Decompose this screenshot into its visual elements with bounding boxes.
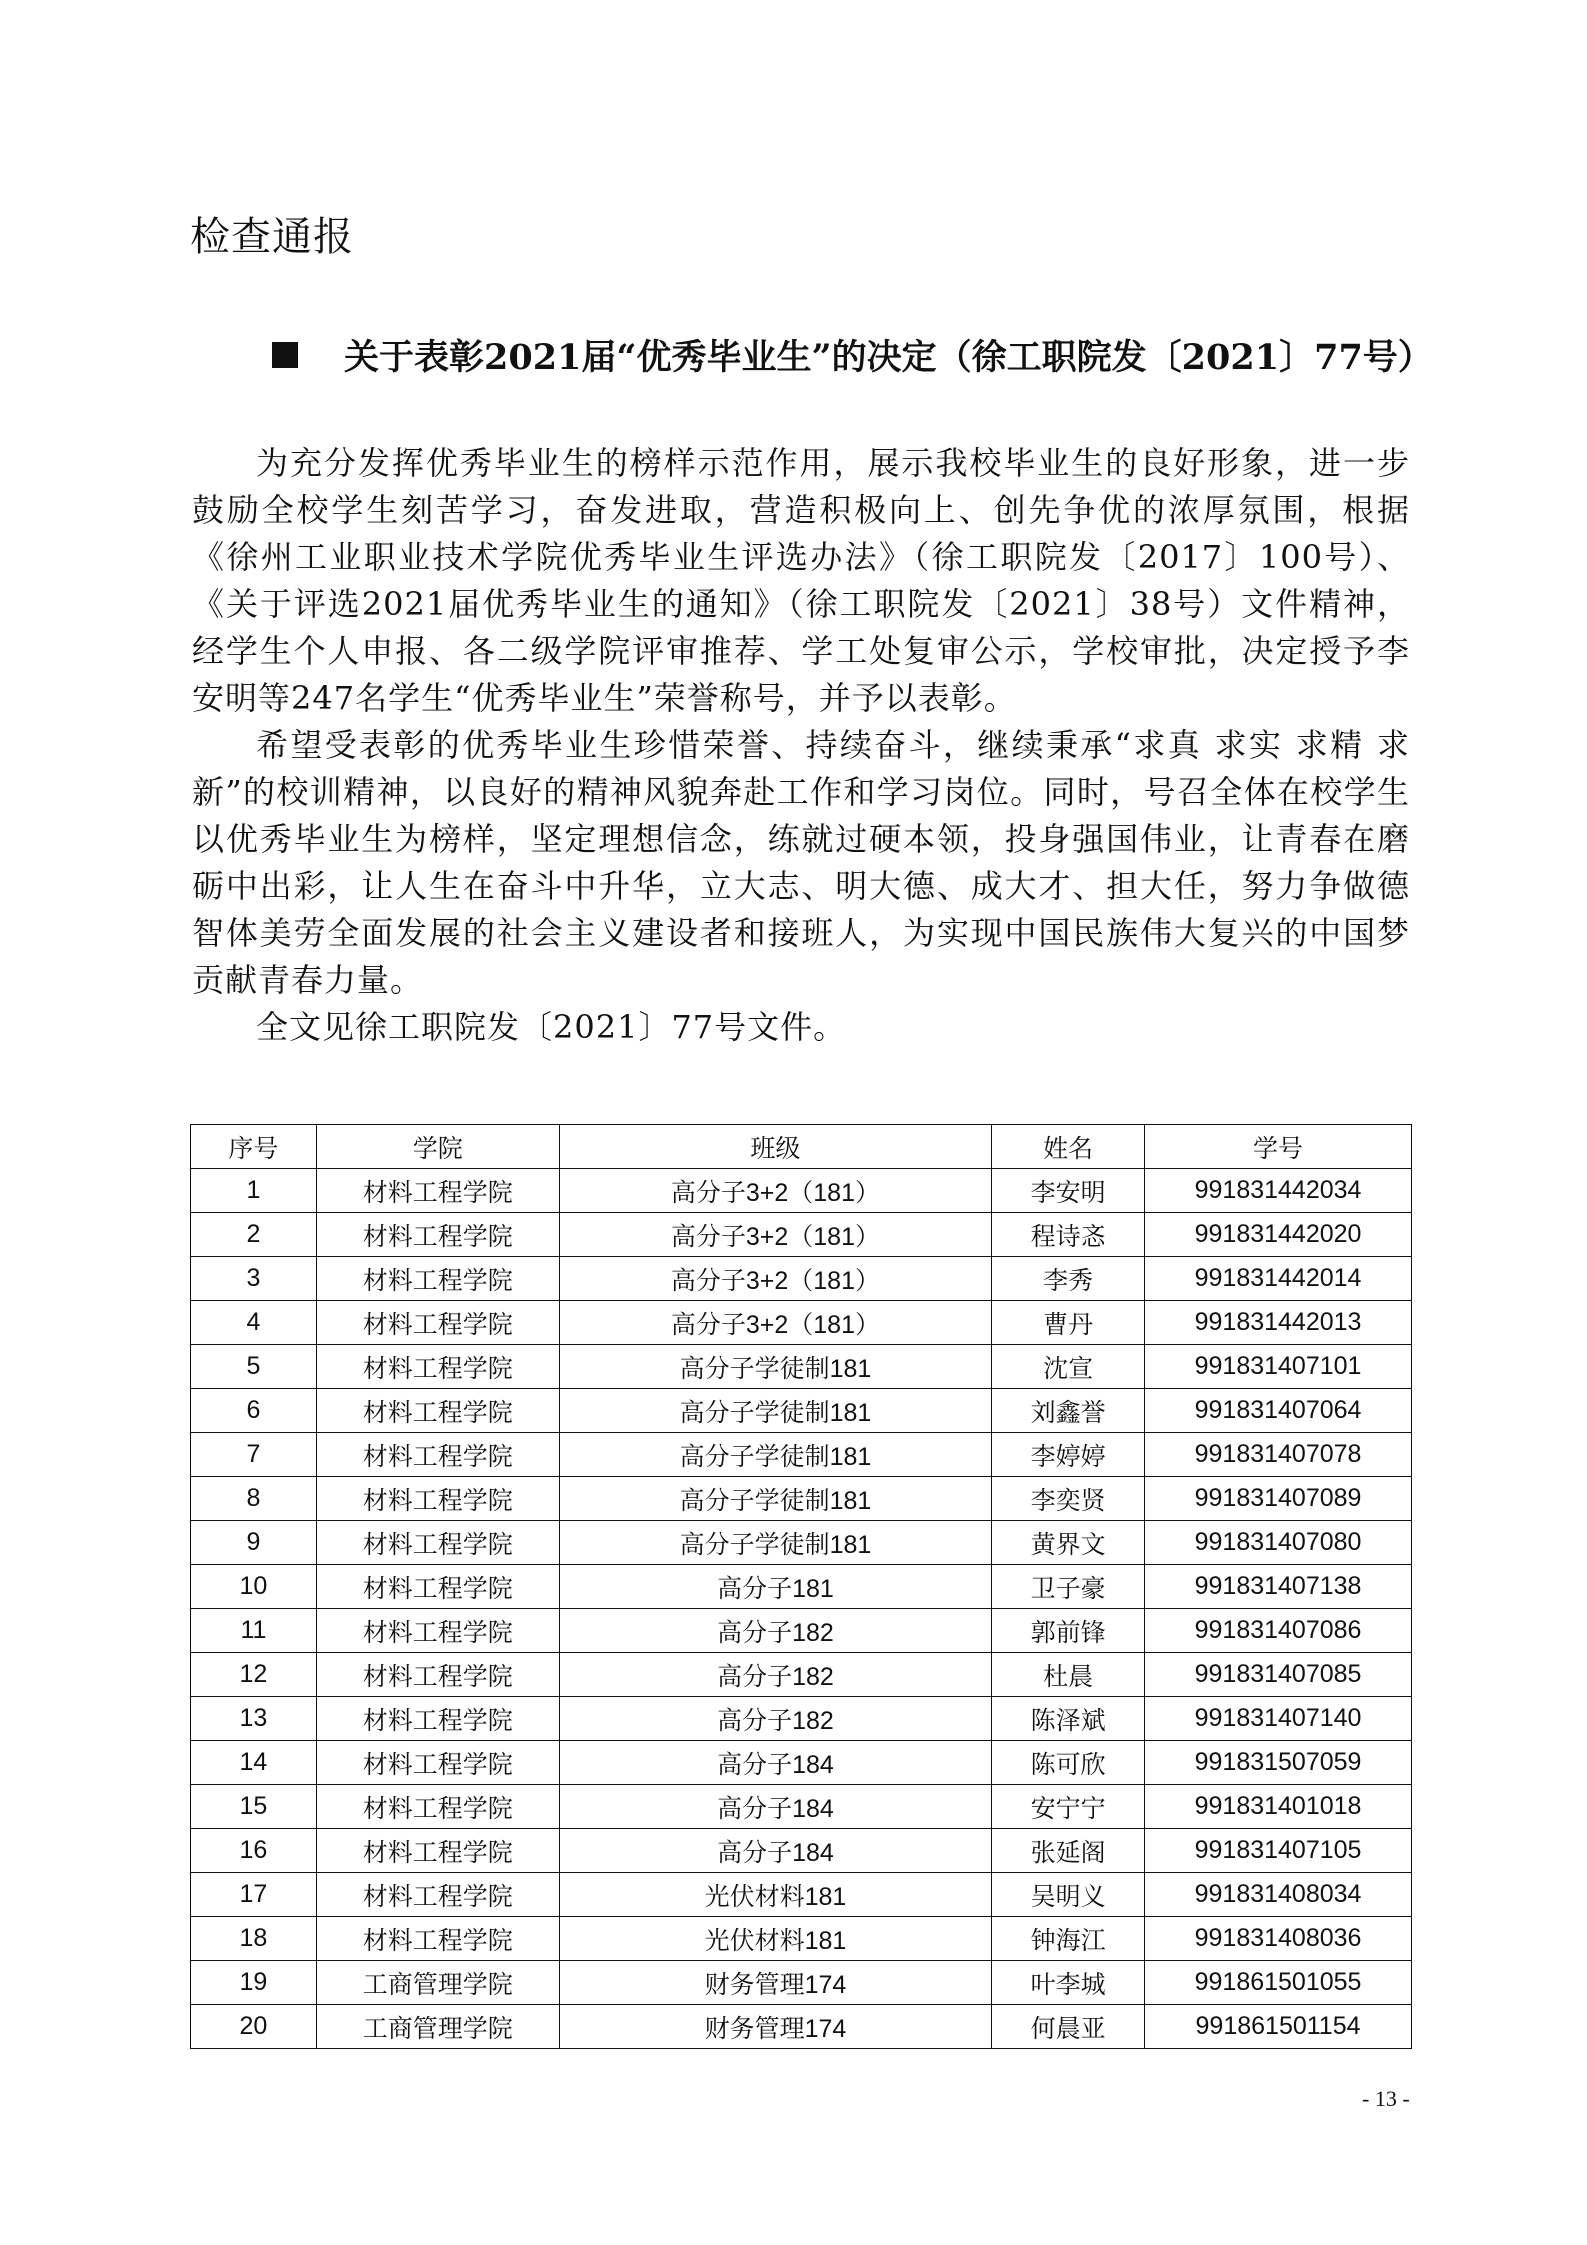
cell-class: 高分子181 bbox=[559, 1565, 992, 1609]
paragraph-2: 希望受表彰的优秀毕业生珍惜荣誉、持续奋斗，继续秉承“求真 求实 求精 求新”的校训精神，以良好的精神风貌奔赴工作和学习岗位。同时，号召全体在校学生以优秀毕业生为榜样，坚定理想信念，练就过硬本领，投身强国伟业，让青春在磨砺中出彩，让人生在奋斗中升华，立大志、明大德、成大才、担大任，努力争做德智体美劳全面发展的社会主义建设者和接班人，为实现中国民族伟大复兴的中国梦贡献青春力量。 bbox=[192, 726, 1410, 999]
paragraph-1: 为充分发挥优秀毕业生的榜样示范作用，展示我校毕业生的良好形象，进一步鼓励全校学生刻苦学习，奋发进取，营造积极向上、创先争优的浓厚氛围，根据《徐州工业职业技术学院优秀毕业生评选办法》（徐工职院发〔2017〕100号）、《关于评选2021届优秀毕业生的通知》（徐工职院发〔2021〕38号）文件精神，经学生个人申报、各二级学院评审推荐、学工处复审公示，学校审批，决定授予李安明等247名学生“优秀毕业生”荣誉称号，并予以表彰。 bbox=[192, 444, 1410, 717]
square-bullet-icon bbox=[272, 342, 298, 368]
cell-index: 13 bbox=[191, 1697, 317, 1741]
cell-name: 沈宣 bbox=[992, 1345, 1145, 1389]
table-row bbox=[191, 1257, 1412, 1301]
cell-college: 材料工程学院 bbox=[316, 1477, 559, 1521]
cell-student-id: 991831442020 bbox=[1145, 1213, 1412, 1257]
table-row bbox=[191, 1213, 1412, 1257]
notice-body bbox=[192, 440, 1410, 1051]
cell-student-id: 991831407138 bbox=[1145, 1565, 1412, 1609]
cell-name: 杜晨 bbox=[992, 1653, 1145, 1697]
cell-student-id: 991831407085 bbox=[1145, 1653, 1412, 1697]
table-body bbox=[191, 1169, 1412, 2049]
cell-student-id: 991831442014 bbox=[1145, 1257, 1412, 1301]
table-row bbox=[191, 1389, 1412, 1433]
cell-student-id: 991831408036 bbox=[1145, 1917, 1412, 1961]
cell-college: 材料工程学院 bbox=[316, 1213, 559, 1257]
cell-college: 材料工程学院 bbox=[316, 1829, 559, 1873]
cell-student-id: 991831407105 bbox=[1145, 1829, 1412, 1873]
cell-name: 李秀 bbox=[992, 1257, 1145, 1301]
cell-class: 高分子184 bbox=[559, 1829, 992, 1873]
cell-name: 李婷婷 bbox=[992, 1433, 1145, 1477]
table-row bbox=[191, 1961, 1412, 2005]
cell-college: 材料工程学院 bbox=[316, 1345, 559, 1389]
cell-class: 高分子学徒制181 bbox=[559, 1433, 992, 1477]
table-row bbox=[191, 1873, 1412, 1917]
header-class: 班级 bbox=[559, 1125, 992, 1169]
cell-college: 材料工程学院 bbox=[316, 1653, 559, 1697]
cell-name: 陈可欣 bbox=[992, 1741, 1145, 1785]
cell-name: 李安明 bbox=[992, 1169, 1145, 1213]
cell-student-id: 991831407080 bbox=[1145, 1521, 1412, 1565]
cell-name: 黄界文 bbox=[992, 1521, 1145, 1565]
cell-index: 18 bbox=[191, 1917, 317, 1961]
cell-index: 2 bbox=[191, 1213, 317, 1257]
cell-index: 10 bbox=[191, 1565, 317, 1609]
header-student-id: 学号 bbox=[1145, 1125, 1412, 1169]
table-row bbox=[191, 1345, 1412, 1389]
header-index: 序号 bbox=[191, 1125, 317, 1169]
cell-class: 高分子182 bbox=[559, 1609, 992, 1653]
cell-name: 李奕贤 bbox=[992, 1477, 1145, 1521]
cell-name: 刘鑫誉 bbox=[992, 1389, 1145, 1433]
cell-index: 1 bbox=[191, 1169, 317, 1213]
cell-class: 高分子182 bbox=[559, 1653, 992, 1697]
table-row bbox=[191, 1741, 1412, 1785]
table-row bbox=[191, 1697, 1412, 1741]
table-header-row bbox=[191, 1125, 1412, 1169]
cell-college: 材料工程学院 bbox=[316, 1609, 559, 1653]
table-row bbox=[191, 1565, 1412, 1609]
table-row bbox=[191, 2005, 1412, 2049]
cell-student-id: 991831442034 bbox=[1145, 1169, 1412, 1213]
cell-class: 财务管理174 bbox=[559, 1961, 992, 2005]
cell-index: 16 bbox=[191, 1829, 317, 1873]
cell-index: 6 bbox=[191, 1389, 317, 1433]
cell-college: 材料工程学院 bbox=[316, 1301, 559, 1345]
table-row bbox=[191, 1521, 1412, 1565]
cell-student-id: 991831507059 bbox=[1145, 1741, 1412, 1785]
cell-index: 4 bbox=[191, 1301, 317, 1345]
cell-class: 高分子学徒制181 bbox=[559, 1521, 992, 1565]
cell-class: 高分子学徒制181 bbox=[559, 1389, 992, 1433]
cell-college: 材料工程学院 bbox=[316, 1521, 559, 1565]
header-college: 学院 bbox=[316, 1125, 559, 1169]
cell-student-id: 991861501154 bbox=[1145, 2005, 1412, 2049]
header-name: 姓名 bbox=[992, 1125, 1145, 1169]
table-row bbox=[191, 1301, 1412, 1345]
cell-name: 程诗忞 bbox=[992, 1213, 1145, 1257]
cell-index: 5 bbox=[191, 1345, 317, 1389]
paragraph-3: 全文见徐工职院发〔2021〕77号文件。 bbox=[256, 1008, 847, 1046]
cell-student-id: 991831442013 bbox=[1145, 1301, 1412, 1345]
cell-college: 材料工程学院 bbox=[316, 1741, 559, 1785]
cell-class: 高分子3+2（181） bbox=[559, 1169, 992, 1213]
cell-index: 14 bbox=[191, 1741, 317, 1785]
table-row bbox=[191, 1917, 1412, 1961]
table-row bbox=[191, 1609, 1412, 1653]
cell-college: 材料工程学院 bbox=[316, 1257, 559, 1301]
table-row bbox=[191, 1477, 1412, 1521]
cell-index: 12 bbox=[191, 1653, 317, 1697]
cell-name: 张延阁 bbox=[992, 1829, 1145, 1873]
cell-college: 材料工程学院 bbox=[316, 1917, 559, 1961]
cell-name: 钟海江 bbox=[992, 1917, 1145, 1961]
cell-student-id: 991831407078 bbox=[1145, 1433, 1412, 1477]
cell-name: 曹丹 bbox=[992, 1301, 1145, 1345]
cell-class: 光伏材料181 bbox=[559, 1873, 992, 1917]
cell-class: 财务管理174 bbox=[559, 2005, 992, 2049]
cell-class: 高分子182 bbox=[559, 1697, 992, 1741]
cell-class: 光伏材料181 bbox=[559, 1917, 992, 1961]
cell-index: 17 bbox=[191, 1873, 317, 1917]
cell-name: 卫子豪 bbox=[992, 1565, 1145, 1609]
table-row bbox=[191, 1433, 1412, 1477]
graduate-roster-table bbox=[190, 1124, 1412, 2049]
table-row bbox=[191, 1829, 1412, 1873]
table-row bbox=[191, 1785, 1412, 1829]
cell-student-id: 991831407140 bbox=[1145, 1697, 1412, 1741]
cell-college: 材料工程学院 bbox=[316, 1873, 559, 1917]
table-row bbox=[191, 1653, 1412, 1697]
cell-index: 20 bbox=[191, 2005, 317, 2049]
cell-student-id: 991831401018 bbox=[1145, 1785, 1412, 1829]
table-row bbox=[191, 1169, 1412, 1213]
cell-class: 高分子3+2（181） bbox=[559, 1257, 992, 1301]
cell-index: 19 bbox=[191, 1961, 317, 2005]
cell-student-id: 991831407101 bbox=[1145, 1345, 1412, 1389]
cell-name: 安宁宁 bbox=[992, 1785, 1145, 1829]
cell-class: 高分子184 bbox=[559, 1741, 992, 1785]
cell-class: 高分子学徒制181 bbox=[559, 1477, 992, 1521]
section-title: 检查通报 bbox=[190, 214, 354, 260]
notice-heading-text: 关于表彰2021届“优秀毕业生”的决定（徐工职院发〔2021〕77号） bbox=[344, 337, 1433, 378]
cell-name: 郭前锋 bbox=[992, 1609, 1145, 1653]
cell-index: 3 bbox=[191, 1257, 317, 1301]
cell-name: 陈泽斌 bbox=[992, 1697, 1145, 1741]
cell-college: 材料工程学院 bbox=[316, 1389, 559, 1433]
notice-heading bbox=[272, 330, 1433, 380]
cell-index: 11 bbox=[191, 1609, 317, 1653]
cell-college: 材料工程学院 bbox=[316, 1785, 559, 1829]
cell-name: 吴明义 bbox=[992, 1873, 1145, 1917]
cell-student-id: 991831408034 bbox=[1145, 1873, 1412, 1917]
cell-class: 高分子184 bbox=[559, 1785, 992, 1829]
cell-college: 材料工程学院 bbox=[316, 1169, 559, 1213]
cell-student-id: 991831407089 bbox=[1145, 1477, 1412, 1521]
cell-college: 材料工程学院 bbox=[316, 1433, 559, 1477]
cell-college: 材料工程学院 bbox=[316, 1697, 559, 1741]
cell-name: 叶李城 bbox=[992, 1961, 1145, 2005]
cell-name: 何晨亚 bbox=[992, 2005, 1145, 2049]
page-number: - 13 - bbox=[1362, 2086, 1410, 2111]
cell-index: 9 bbox=[191, 1521, 317, 1565]
cell-college: 工商管理学院 bbox=[316, 2005, 559, 2049]
cell-index: 8 bbox=[191, 1477, 317, 1521]
cell-student-id: 991831407086 bbox=[1145, 1609, 1412, 1653]
cell-student-id: 991831407064 bbox=[1145, 1389, 1412, 1433]
cell-index: 15 bbox=[191, 1785, 317, 1829]
cell-index: 7 bbox=[191, 1433, 317, 1477]
cell-class: 高分子3+2（181） bbox=[559, 1213, 992, 1257]
cell-class: 高分子学徒制181 bbox=[559, 1345, 992, 1389]
cell-class: 高分子3+2（181） bbox=[559, 1301, 992, 1345]
cell-student-id: 991861501055 bbox=[1145, 1961, 1412, 2005]
cell-college: 材料工程学院 bbox=[316, 1565, 559, 1609]
cell-college: 工商管理学院 bbox=[316, 1961, 559, 2005]
